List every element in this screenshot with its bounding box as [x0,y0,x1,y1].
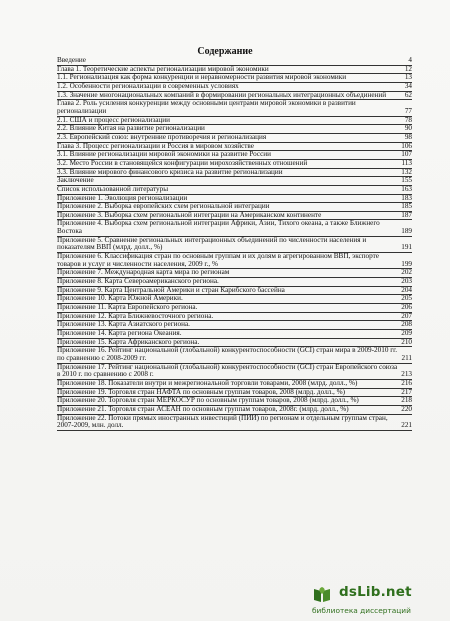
toc-entry-title: 3.1. Влияние регионализации мировой экономики на развитие России [57,150,271,159]
toc-entry [57,220,412,236]
toc-entry-title: Приложение 15. Карта Африканского региона. [57,337,200,346]
toc-entry-title: 2.1. США и процесс регионализации [57,115,170,124]
toc-entry-page: 209 [401,329,412,337]
toc-entry-title: 2.3. Европейский союз: внутренние противоречия и регионализация [57,132,267,141]
toc-entry-page: 163 [401,184,412,193]
toc-entry-title: Список использованной литературы [57,184,169,193]
toc-entry-page: 202 [401,268,412,277]
toc-entry-title: 3.2. Место России в становящейся конфигурации мирохозяйственных отношений [57,158,308,167]
toc-entry-page: 132 [401,167,412,176]
toc-entry-title: Приложение 7. Международная карта мира по регионам [57,268,230,277]
toc-entry-title: Приложение 11. Карта Европейского региона. [57,303,198,312]
toc-entry-title: Приложение 4. Выборка схем региональной интеграции Африки, Азии, Тихого океана, а также Ближнего Востока [57,219,380,236]
toc-entry-title: Приложение 2. Выборка европейских схем региональной интеграции [57,202,270,211]
toc-entry-page: 77 [404,106,412,115]
toc-entry-title: 1.3. Значение многонациональных компаний в формировании региональных интеграционных объединений [57,90,387,99]
toc-entry-page: 207 [401,311,412,320]
toc-entry-page: 218 [401,396,412,405]
toc-entry-title: 3.3. Влияние мирового финансового кризиса на развитие регионализации [57,167,283,176]
toc-entry-page: 220 [401,404,412,413]
toc-entry-page: 12 [404,64,412,73]
toc-entry-page: 4 [408,56,412,64]
toc-entry-page: 217 [401,387,412,396]
toc-entry-page: 206 [401,303,412,312]
toc-entry-page: 185 [401,202,412,211]
toc-entry [57,347,412,363]
toc-entry [57,100,412,116]
watermark [312,584,450,614]
toc-entry-page: 90 [404,124,412,133]
toc-entry-page: 216 [401,378,412,387]
toc-entry-title: Приложение 13. Карта Азиатского региона. [57,320,190,329]
toc-entry [57,169,412,178]
toc-entry [57,415,412,431]
toc-entry-title: Введение [57,56,86,64]
toc-entry-title: 1.2. Особенности регионализации в современных условиях [57,81,239,90]
toc-entry-page: 208 [401,320,412,329]
page-title: Содержание [197,46,253,57]
table-of-contents [57,57,412,431]
toc-entry [57,364,412,380]
toc-entry-page: 191 [401,243,412,252]
toc-entry-page: 189 [401,227,412,236]
toc-entry-page: 213 [401,370,412,379]
toc-entry-page: 199 [401,259,412,268]
toc-entry-page: 205 [401,294,412,303]
toc-entry-title: Глава 3. Процесс регионализации и Россия в мировом хозяйстве [57,141,254,150]
toc-entry-title: 2.2. Влияние Китая на развитие регионализации [57,124,205,133]
watermark-subtitle: библиотека диссертаций [312,606,411,615]
toc-entry-page: 155 [401,176,412,185]
toc-entry-title: Приложение 3. Выборка схем региональной интеграции на Американском континенте [57,210,322,219]
toc-entry-title: Приложение 14. Карта региона Океания. [57,329,182,337]
leaf-book-icon [312,586,332,604]
toc-entry [57,253,412,269]
toc-entry-title: Приложение 22. Потоки прямых иностранных инвестиций (ПИИ) по регионам и отдельным группам стран, 2007-2009, млн. долл. [57,413,388,430]
toc-entry-title: Приложение 21. Торговля стран АСЕАН по основным группам товаров, 2008г. (млрд. долл., %) [57,404,349,413]
toc-entry-title: Приложение 16. Рейтинг национальной (глобальной) конкурентоспособности (GCI) стран мира в 2009-2010 гг. по сравнению с 2008-2009 гг. [57,346,398,362]
toc-entry-page: 210 [401,337,412,346]
toc-entry-title: Приложение 10. Карта Южной Америки. [57,294,183,303]
toc-entry-title: Приложение 17. Рейтинг национальной (глобальной) конкурентоспособности (GCI) стран Европейского союза в 2010 г. по сравнению с 2008 г. [57,362,398,379]
watermark-brand: dsLib.net [339,584,412,600]
toc-entry-page: 98 [404,132,412,141]
toc-entry-page: 187 [401,210,412,219]
toc-entry-title: Глава 2. Роль усиления конкуренции между основными центрами мировой экономики в развитии регионализации [57,99,356,115]
toc-entry-title: Заключение [57,176,94,185]
toc-entry-title: Приложение 1. Эволюция регионализации [57,193,188,202]
toc-entry-title: Приложение 19. Торговля стран НАФТА по основным группам товаров, 2008 (млрд. долл., %) [57,387,346,396]
toc-entry-title: Глава 1. Теоретические аспекты регионализации мировой экономики [57,64,269,73]
toc-entry [57,237,412,253]
toc-entry-page: 106 [401,141,412,150]
toc-entry-page: 78 [404,115,412,124]
toc-entry-page: 204 [401,285,412,294]
toc-entry-title: Приложение 6. Классификация стран по основным группам и их долям в агрегированном ВВП, экспорте товаров и услуг и численности населения, 2009 г., % [57,252,379,268]
toc-entry-page: 13 [404,73,412,82]
toc-entry-page: 203 [401,277,412,286]
toc-entry-title: Приложение 12. Карта Ближневосточного региона. [57,311,214,320]
toc-entry-page: 183 [401,193,412,202]
toc-entry-title: Приложение 20. Торговля стран МЕРКОСУР по основным группам товаров, 2008 (млрд. долл., %) [57,396,359,405]
toc-entry-title: Приложение 5. Сравнение региональных интеграционных объединений по численности населения и показателям ВВП (млрд. долл., %) [57,235,367,252]
toc-entry-title: 1.1. Регионализация как форма конкуренции и неравномерности развития мировой экономики [57,73,347,82]
toc-entry-page: 211 [401,353,412,362]
toc-entry-page: 221 [401,421,412,430]
toc-entry-page: 62 [404,90,412,99]
toc-entry-title: Приложение 9. Карта Центральной Америки и стран Карибского бассейна [57,285,285,294]
toc-entry-title: Приложение 8. Карта Североамериканского региона. [57,277,219,286]
toc-entry-page: 34 [404,81,412,90]
toc-entry-page: 107 [401,150,412,159]
toc-entry-title: Приложение 18. Показатели внутри и межрегиональной торговли товарами, 2008 (млрд. долл., %) [57,378,358,387]
toc-entry-page: 113 [401,158,412,167]
